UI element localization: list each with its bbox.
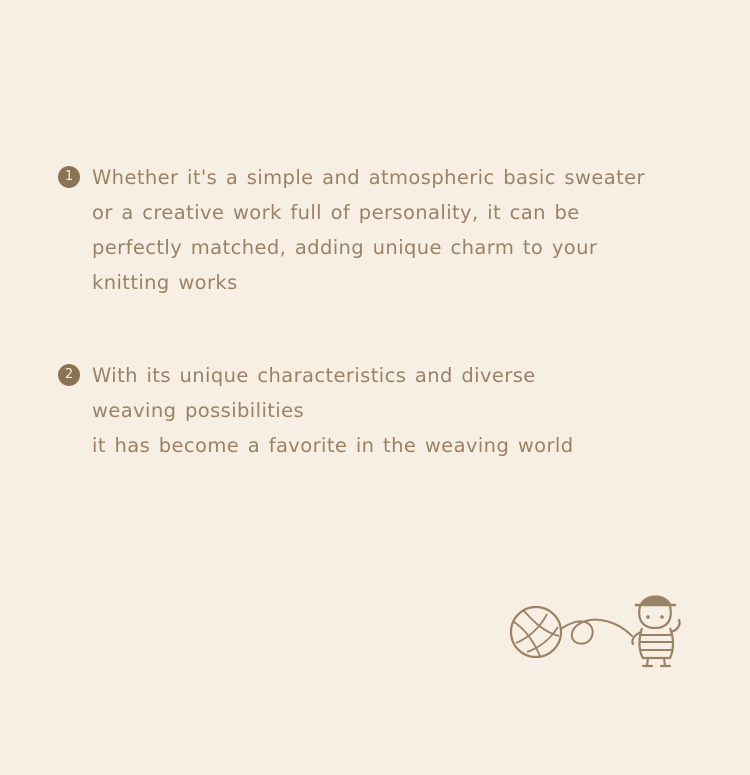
text-line: perfectly matched, adding unique charm to your: [92, 236, 598, 259]
text-line: Whether it's a simple and atmospheric basic sweater: [92, 166, 645, 189]
list-item: [58, 358, 688, 463]
yarn-ball-and-character-doodle: [500, 580, 700, 680]
numbered-list: [58, 160, 688, 521]
text-line: knitting works: [92, 271, 238, 294]
list-item-text: [92, 358, 574, 463]
text-line: or a creative work full of personality, it can be: [92, 201, 580, 224]
text-line: With its unique characteristics and diverse: [92, 364, 536, 387]
text-line: it has become a favorite in the weaving world: [92, 434, 574, 457]
list-item-marker: 1: [58, 166, 80, 188]
list-item-marker: 2: [58, 364, 80, 386]
list-item: [58, 160, 688, 300]
text-line: weaving possibilities: [92, 399, 305, 422]
list-item-text: [92, 160, 645, 300]
